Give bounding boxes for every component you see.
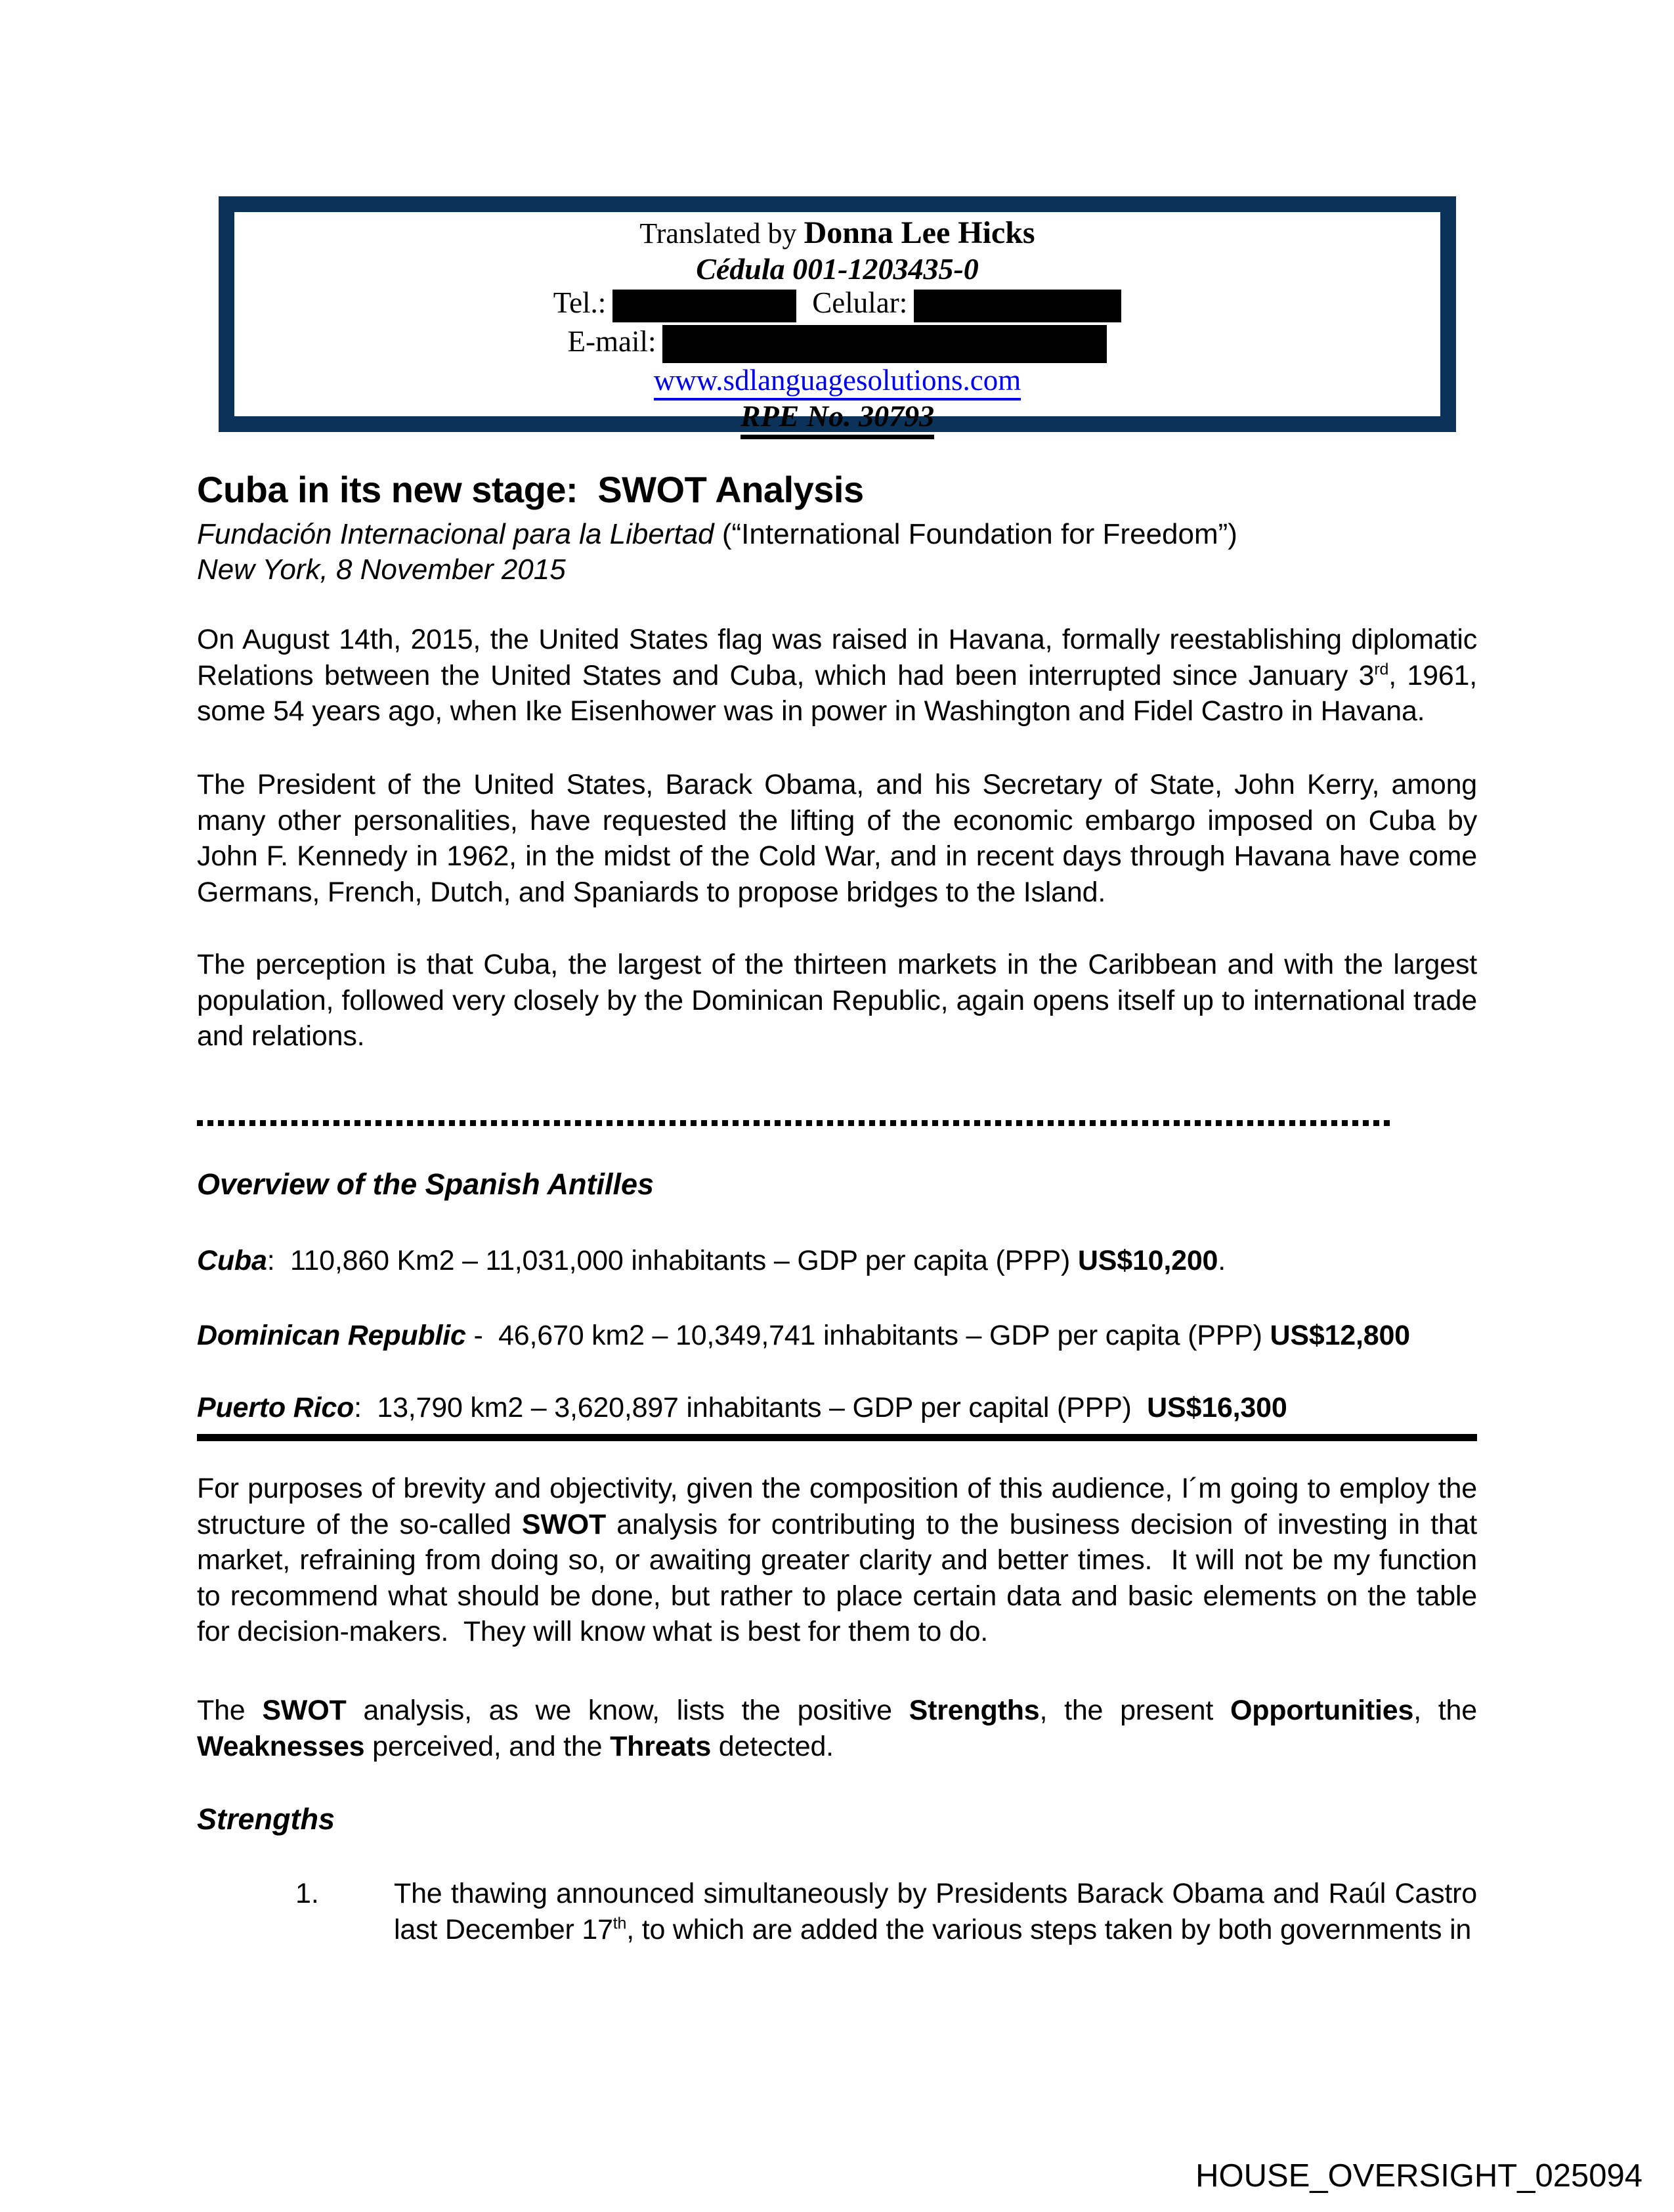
thick-divider-rule xyxy=(197,1434,1477,1441)
stat-line-puerto-rico: Puerto Rico: 13,790 km2 – 3,620,897 inhabitants – GDP per capital (PPP) US$16,300 xyxy=(197,1392,1287,1423)
phone-line xyxy=(234,286,1440,322)
cedula-line: Cédula 001-1203435-0 xyxy=(696,252,979,286)
section-heading-strengths: Strengths xyxy=(197,1802,335,1836)
website-line xyxy=(234,363,1440,397)
redaction-box-email xyxy=(662,325,1107,363)
list-item-text: The thawing announced simultaneously by Presidents Barack Obama and Raúl Castro last December 17th, to which are added the various steps taken by both governments in xyxy=(394,1878,1485,1945)
rpe-line xyxy=(234,400,1440,439)
bates-number: HOUSE_OVERSIGHT_025094 xyxy=(1195,2158,1642,2194)
celular-label: Celular: xyxy=(812,286,908,319)
tel-label: Tel.: xyxy=(553,286,607,319)
page-title: Cuba in its new stage: SWOT Analysis xyxy=(197,469,864,510)
strengths-list-item-1 xyxy=(197,1876,1485,1947)
paragraph-swot-definition: The SWOT analysis, as we know, lists the positive Strengths, the present Opportunities, the Weaknesses perceived, and the Threats detected. xyxy=(197,1695,1485,1762)
translator-letterhead-box xyxy=(219,196,1456,432)
translated-by-line: Translated by Donna Lee Hicks xyxy=(639,215,1035,250)
stat-line-dominican-republic: Dominican Republic - 46,670 km2 – 10,349,741 inhabitants – GDP per capita (PPP) US$12,800 xyxy=(197,1320,1410,1351)
section-heading-overview: Overview of the Spanish Antilles xyxy=(197,1167,655,1201)
website-link[interactable]: www.sdlanguagesolutions.com xyxy=(654,364,1021,401)
redaction-box-tel xyxy=(612,290,796,322)
paragraph-perception: The perception is that Cuba, the largest of the thirteen markets in the Caribbean and with the largest population, followed very closely by the Dominican Republic, again opens itself up to international trade and relations. xyxy=(197,949,1485,1052)
paragraph-president-request: The President of the United States, Barack Obama, and his Secretary of State, John Kerry, among many other personalities, have requested the lifting of the economic embargo imposed on Cuba by John F. Kennedy in 1962, in the midst of the Cold War, and in recent days through Havana have come Germans, French, Dutch, and Spaniards to propose bridges to the Island. xyxy=(197,769,1485,908)
subtitle: Fundación Internacional para la Libertad (“International Foundation for Freedom”) xyxy=(197,518,1237,550)
email-line xyxy=(234,322,1440,364)
redaction-box-celular xyxy=(914,290,1121,322)
stat-line-cuba: Cuba: 110,860 Km2 – 11,031,000 inhabitants – GDP per capita (PPP) US$10,200. xyxy=(197,1245,1226,1276)
rpe-number: RPE No. 30793 xyxy=(740,400,934,439)
paragraph-flag-raised: On August 14th, 2015, the United States flag was raised in Havana, formally reestablishing diplomatic Relations between the United States and Cuba, which had been interrupted since January 3rd, 1961, some 54 years ago, when Ike Eisenhower was in power in Washington and Fidel Castro in Havana. xyxy=(197,624,1485,727)
email-label: E-mail: xyxy=(567,324,656,358)
paragraph-swot-purpose: For purposes of brevity and objectivity, given the composition of this audience, I´m going to employ the structure of the so-called SWOT analysis for contributing to the business decision of investing in that market, refraining from doing so, or awaiting greater clarity and better times. It will not be my function to recommend what should be done, but rather to place certain data and basic elements on the table for decision-makers. They will know what is best for them to do. xyxy=(197,1473,1485,1647)
dashed-separator xyxy=(197,1120,1392,1126)
list-item-number: 1. xyxy=(295,1878,319,1909)
dateline: New York, 8 November 2015 xyxy=(197,553,566,586)
